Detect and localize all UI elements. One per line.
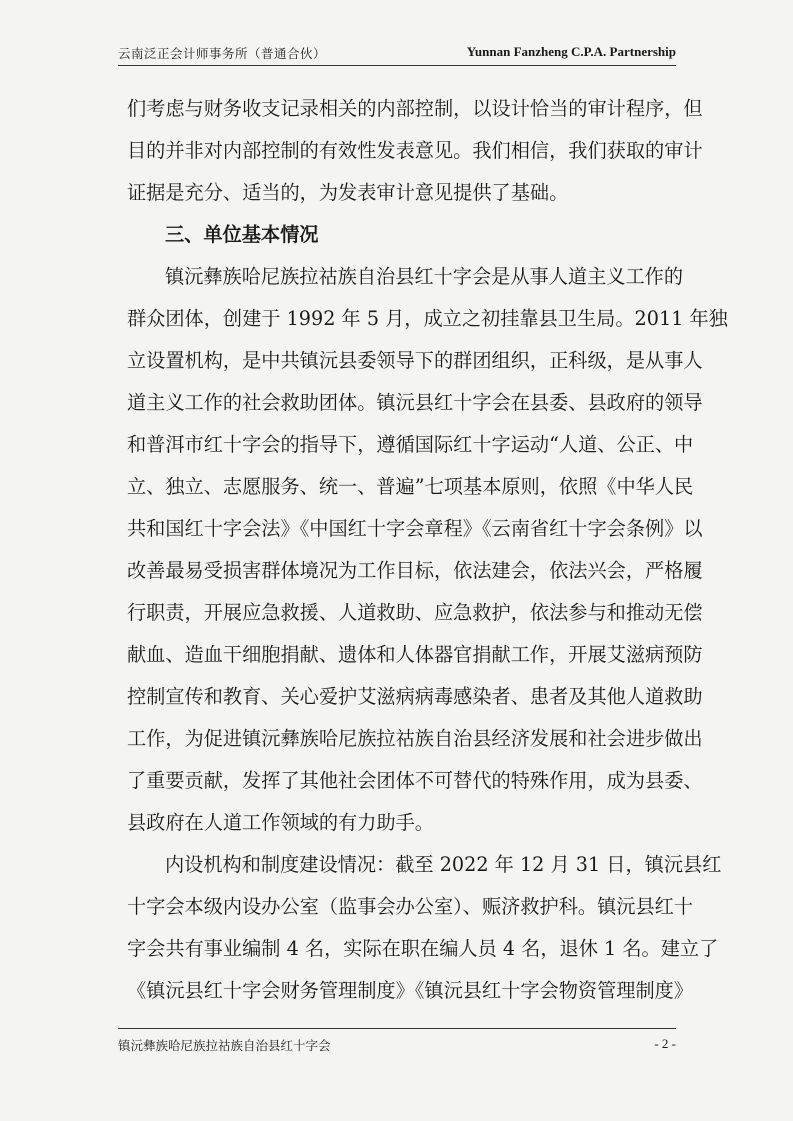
text-line: 群众团体，创建于 1992 年 5 月，成立之初挂靠县卫生局。2011 年独 xyxy=(127,307,728,330)
section-heading: 三、单位基本情况 xyxy=(165,223,319,246)
text-line: 道主义工作的社会救助团体。镇沅县红十字会在县委、县政府的领导 xyxy=(127,391,703,414)
text-line: 行职责，开展应急救援、人道救助、应急救护，依法参与和推动无偿 xyxy=(127,601,703,624)
text-line: 证据是充分、适当的，为发表审计意见提供了基础。 xyxy=(127,181,569,204)
text-line: 字会共有事业编制 4 名，实际在职在编人员 4 名，退休 1 名。建立了 xyxy=(127,937,719,960)
page-footer xyxy=(118,1028,676,1054)
firm-name-cn: 云南泛正会计师事务所（普通合伙） xyxy=(118,46,327,61)
text-line: 和普洱市红十字会的指导下，遵循国际红十字运动“人道、公正、中 xyxy=(127,433,694,456)
text-line: 《镇沅县红十字会财务管理制度》《镇沅县红十字会物资管理制度》 xyxy=(127,979,694,1002)
page-number: - 2 - xyxy=(654,1036,676,1051)
text-line: 立、独立、志愿服务、统一、普遍”七项基本原则，依照《中华人民 xyxy=(127,475,694,498)
paragraph-1 xyxy=(127,88,703,214)
text-line: 共和国红十字会法》《中国红十字会章程》《云南省红十字会条例》以 xyxy=(127,517,703,540)
text-line: 了重要贡献，发挥了其他社会团体不可替代的特殊作用，成为县委、 xyxy=(127,769,703,792)
text-line: 镇沅彝族哈尼族拉祜族自治县红十字会是从事人道主义工作的 xyxy=(165,265,684,288)
text-line: 十字会本级内设办公室（监事会办公室）、赈济救护科。镇沅县红十 xyxy=(127,895,694,918)
text-line: 县政府在人道工作领域的有力助手。 xyxy=(127,811,434,834)
firm-name-en: Yunnan Fanzheng C.P.A. Partnership xyxy=(466,44,676,59)
text-line: 们考虑与财务收支记录相关的内部控制，以设计恰当的审计程序，但 xyxy=(127,97,703,120)
paragraph-2 xyxy=(127,256,728,844)
page-header xyxy=(118,40,676,66)
text-line: 控制宣传和教育、关心爱护艾滋病病毒感染者、患者及其他人道救助 xyxy=(127,685,703,708)
document-body xyxy=(127,88,728,1012)
text-line: 改善最易受损害群体境况为工作目标，依法建会，依法兴会，严格履 xyxy=(127,559,703,582)
header-divider xyxy=(118,65,676,66)
footer-org-name: 镇沅彝族哈尼族拉祜族自治县红十字会 xyxy=(118,1038,331,1053)
text-line: 内设机构和制度建设情况：截至 2022 年 12 月 31 日，镇沅县红 xyxy=(165,853,722,876)
footer-divider xyxy=(118,1028,676,1029)
paragraph-3 xyxy=(127,844,722,1012)
text-line: 目的并非对内部控制的有效性发表意见。我们相信，我们获取的审计 xyxy=(127,139,703,162)
text-line: 献血、造血干细胞捐献、遗体和人体器官捐献工作，开展艾滋病预防 xyxy=(127,643,703,666)
text-line: 立设置机构，是中共镇沅县委领导下的群团组织，正科级，是从事人 xyxy=(127,349,703,372)
text-line: 工作，为促进镇沅彝族哈尼族拉祜族自治县经济发展和社会进步做出 xyxy=(127,727,703,750)
